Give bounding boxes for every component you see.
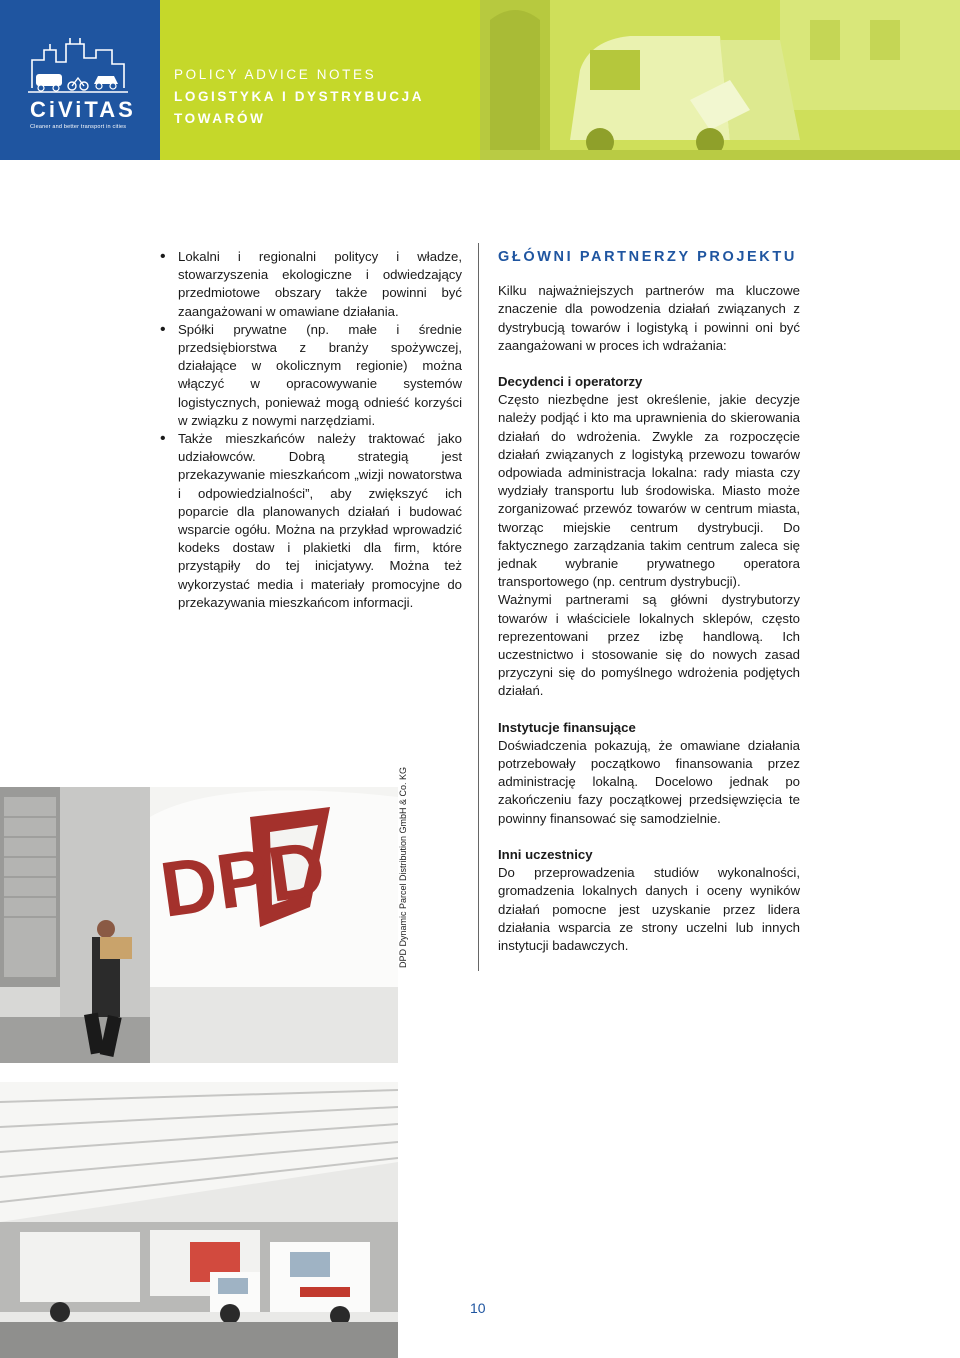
logo-tagline: Cleaner and better transport in cities bbox=[30, 124, 127, 130]
header-topic-title-2: TOWARÓW bbox=[174, 111, 266, 126]
header-series-title: POLICY ADVICE NOTES bbox=[174, 67, 377, 82]
bullet-item: • Spółki prywatne (np. małe i średnie przedsiębiorstwa z branży spożywczej, działające w okolicznym regionie) można włączyć w opracowywanie systemów logistycznych, ponieważ mogą odnieść korzyści w związku z nowymi narzędziami. bbox=[160, 321, 462, 430]
street-van-photo bbox=[480, 0, 960, 160]
section-heading: GŁÓWNI PARTNERZY PROJEKTU bbox=[498, 249, 797, 265]
right-column bbox=[498, 248, 800, 955]
bullet-item: • Także mieszkańców należy traktować jako udziałowców. Dobrą strategią jest przekazywanie mieszkańcom „wizji nowatorstwa i odpowiedzialności”, aby zwiększyć ich poparcie dla planowanych działań i budować wsparcie ogółu. Można na przykład wprowadzić kodeks dostaw i plakietki dla firm, które przystąpiły do tej inicjatywy. Można też wykorzystać media i materiały promocyjne do przekazywania mieszkańcom informacji. bbox=[160, 430, 462, 612]
paragraph: Często niezbędne jest określenie, jakie decyzje należy podjąć i kto ma uprawnienia do skierowania działań do wdrożenia. Zwykle za rozpoczęcie działań związanych z logistyką przewozu towarów odpowiada administracja lokalna: rady miasta czy wydziały transportu lub środowiska. Miasto może zorganizować przewóz towarów w centrum miasta, tworząc miejskie centrum dystrybucji. Do faktycznego zarządzania takim centrum zaleca się jednak wybranie prywatnego operatora transportowego (np. centrum dystrybucji). bbox=[498, 392, 800, 590]
page-number: 10 bbox=[470, 1300, 486, 1316]
intro-paragraph: Kilku najważniejszych partnerów ma kluczowe znaczenie dla powodzenia działań związanych z dystrybucją towarów i logistyką i powinni oni być zaangażowani w proces ich wdrażania: bbox=[498, 283, 800, 353]
header-topic-title: LOGISTYKA I DYSTRYBUCJA bbox=[174, 89, 425, 104]
bullet-item: • Lokalni i regionalni politycy i władze, stowarzyszenia ekologiczne i odwiedzający przedmiotowe obszary także powinni być zaangażowani w omawiane działania. bbox=[160, 248, 462, 321]
civitas-skyline-icon bbox=[0, 0, 160, 160]
trucks-depot-photo bbox=[0, 1082, 398, 1358]
subsection-title: Decydenci i operatorzy bbox=[498, 374, 643, 390]
photo-credit: DPD Dynamic Parcel Distribution GmbH & Co. KG bbox=[398, 766, 408, 968]
column-divider bbox=[478, 243, 479, 971]
paragraph: Doświadczenia pokazują, że omawiane działania potrzebowały początkowo finansowania przez administrację lokalną. Docelowo jednak po zakończeniu fazy początkowej przedsięwzięcia te powinny finansować się samodzielnie. bbox=[498, 737, 800, 826]
header-photo bbox=[480, 0, 960, 160]
civitas-logo bbox=[0, 0, 160, 160]
trucks-photo-illustration bbox=[0, 1082, 398, 1358]
header-titles bbox=[174, 64, 424, 130]
subsection-title: Instytucje finansujące bbox=[498, 719, 636, 735]
left-column bbox=[160, 248, 462, 612]
subsection-title: Inni uczestnicy bbox=[498, 846, 593, 862]
dpd-van-photo bbox=[0, 787, 398, 1063]
van-dpd-lettering: DPD bbox=[155, 823, 331, 934]
dpd-photo-illustration bbox=[0, 787, 398, 1063]
stakeholder-bullet-list bbox=[160, 248, 462, 612]
logo-wordmark: CiViTAS bbox=[30, 97, 136, 122]
paragraph: Ważnymi partnerami są główni dystrybutorzy towarów i właściciele lokalnych sklepów, często reprezentowani przez izbę handlową. Ich uczestnictwo i stosowanie się do nowych zasad przyczyni się do pomyślnego wdrożenia podjętych działań. bbox=[498, 592, 800, 699]
paragraph: Do przeprowadzenia studiów wykonalności, gromadzenia lokalnych danych i oceny wyników działań pomocne jest uzyskanie przez lidera działania wsparcia ze strony uczelni lub innych instytucji badawczych. bbox=[498, 865, 800, 953]
